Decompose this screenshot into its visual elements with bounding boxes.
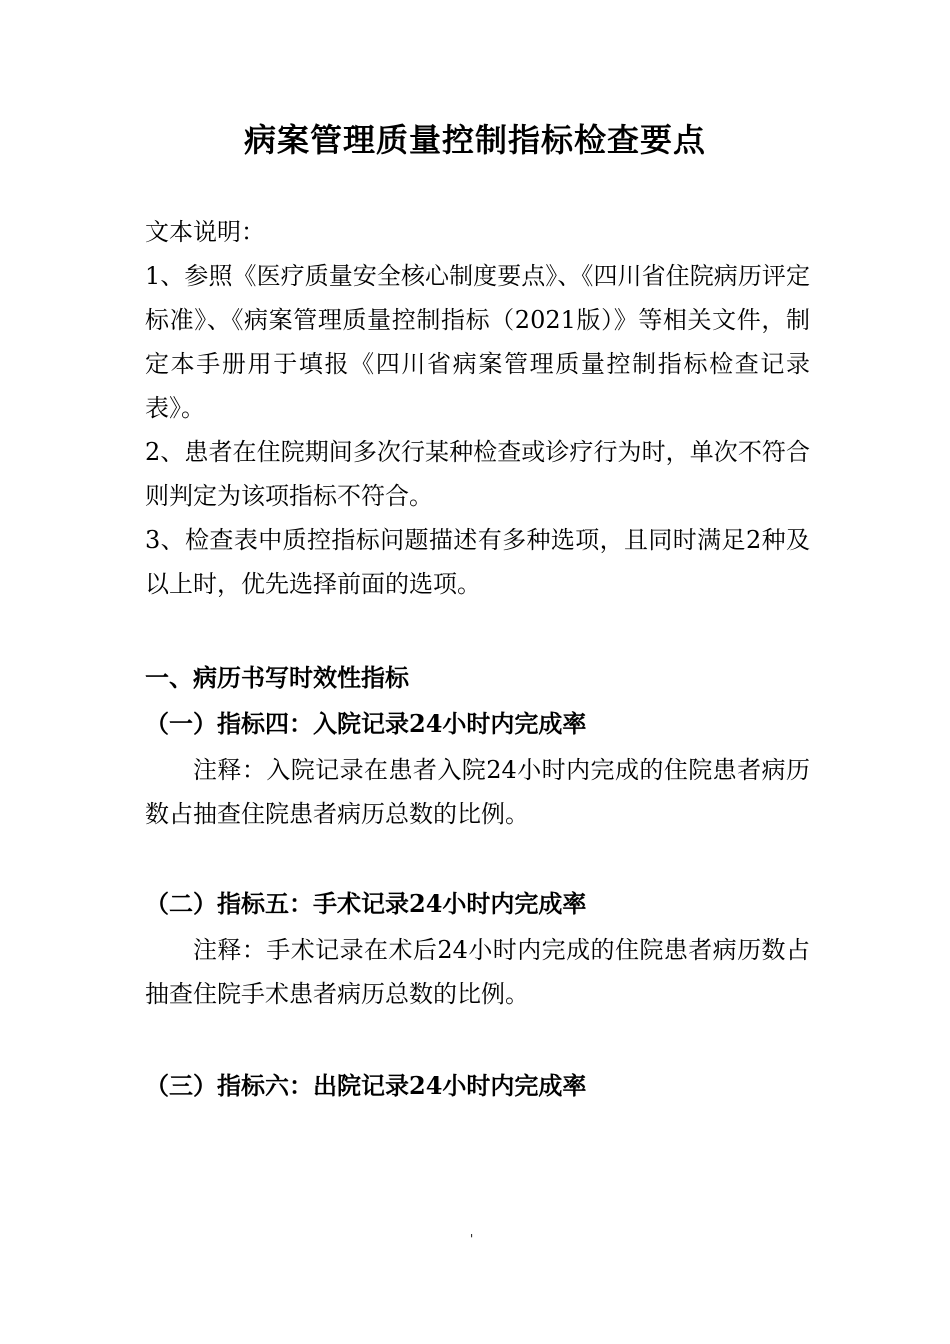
- footer-mark: ': [470, 1232, 474, 1246]
- indicator-heading-5: （二）指标五：手术记录24小时内完成率: [145, 889, 587, 918]
- section-heading-1: 一、病历书写时效性指标: [145, 663, 409, 692]
- intro-item-3: 3、检查表中质控指标问题描述有多种选项，且同时满足2种及以上时，优先选择前面的选项。: [145, 526, 810, 598]
- intro-item-1: 1、参照《医疗质量安全核心制度要点》、《四川省住院病历评定标准》、《病案管理质量控制指标（2021版）》等相关文件，制定本手册用于填报《四川省病案管理质量控制指标检查记录表》。: [145, 262, 810, 422]
- indicator-heading-6: （三）指标六：出院记录24小时内完成率: [145, 1071, 587, 1100]
- intro-item-2: 2、患者在住院期间多次行某种检查或诊疗行为时，单次不符合则判定为该项指标不符合。: [145, 438, 810, 510]
- indicator-heading-4: （一）指标四：入院记录24小时内完成率: [145, 709, 587, 738]
- intro-section: [145, 210, 810, 606]
- indicator-note-5: 注释：手术记录在术后24小时内完成的住院患者病历数占抽查住院手术患者病历总数的比例。: [145, 936, 810, 1008]
- intro-heading: 文本说明：: [145, 218, 265, 246]
- page-title: 病案管理质量控制指标检查要点: [243, 121, 706, 159]
- indicator-note-4: 注释：入院记录在患者入院24小时内完成的住院患者病历数占抽查住院患者病历总数的比例。: [145, 756, 810, 828]
